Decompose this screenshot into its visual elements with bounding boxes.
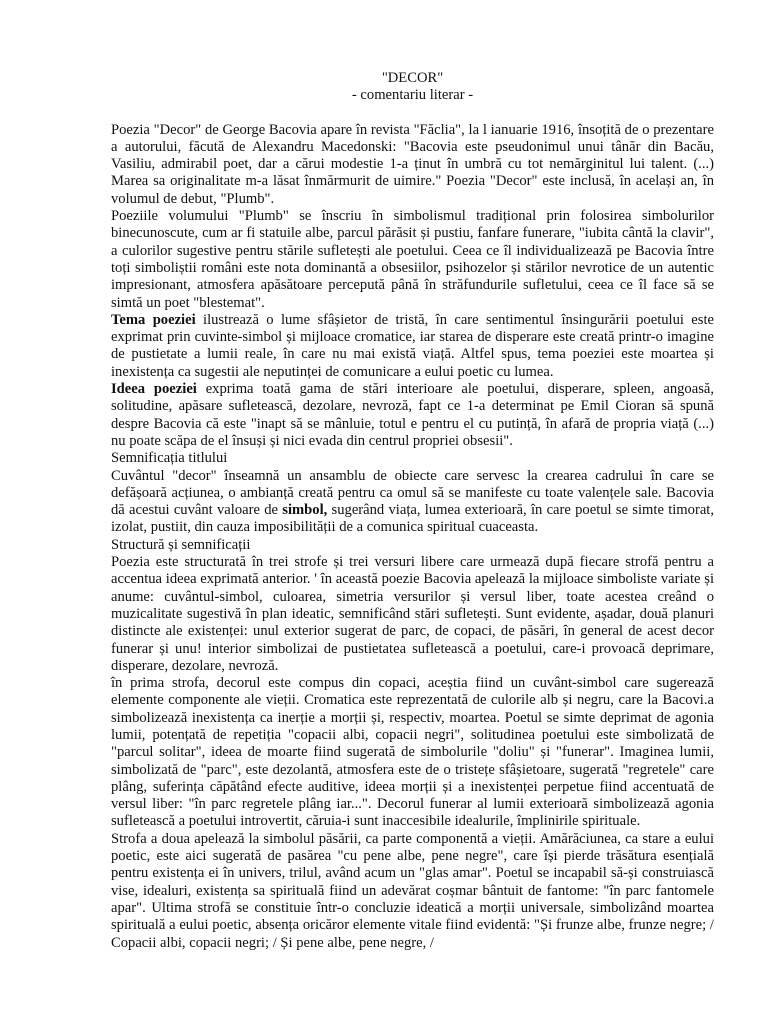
paragraph-first-stanza: în prima strofa, decorul este compus din copaci, aceștia fiind un cuvânt-simbol care sugerează elemente componente ale vieții. Cromatica este reprezentată de culorile alb și negru, care la Bacovi.a simbolizează inexistența ca inerție a morții și, respectiv, moartea. Poetul se simte deprimat de agonia lumii, potențată de repetiția "copacii albi, copacii negri", solitudinea poetului este simbolizată de "parcul solitar", ideea de moarte fiind sugerată de simbolurile "doliu" și "funerar". Imaginea lumii, simbolizată de "parc", este dezolantă, atmosfera este de o tristețe sfâșietoare, sugerată "regretele" care plâng, suferința căpătând efecte auditive, ideea morții și a inexistenței perpetue fiind accentuată de versul liber: "în parc regretele plâng iar...". Decorul funerar al lumii exterioară simbolizează agonia sufletească a poetului introvertit, căruia-i sunt inaccesibile idealurile, împlinirile spirituale. <box>111 675 714 830</box>
paragraph-title-meaning <box>111 468 714 537</box>
theme-label: Tema poeziei <box>111 311 196 328</box>
paragraph-theme <box>111 312 714 381</box>
paragraph-structure: Poezia este structurată în trei strofe și trei versuri libere care urmează după fiecare strofă pentru a accentua ideea exprimată anterior. ' în această poezie Bacovia apelează la mijloace simboliste variate și anume: cuvântul-simbol, culoarea, simetria versurilor și versul liber, toate acestea creând o muzicalitate sugestivă în plan ideatic, semnificând stări sufletești. Sunt evidente, așadar, două planuri distincte ale existenței: unul exterior sugerat de parc, de copaci, de păsări, în general de acest decor funerar și unu! interior simbolizai de pustietatea sufletească a poetului, care-i provoacă deprimare, disperare, dezolare, nevroză. <box>111 554 714 674</box>
title-meaning-text-a: Cuvântul "decor" înseamnă un ansamblu de obiecte care servesc la crearea cadrului în care se defășoară acțiunea, o ambianță creată pentru ca omul să se manifeste cu toate valențele sale. Bacovia dă acestui cuvânt valoare de <box>111 467 714 519</box>
heading-structure: Structură și semnificații <box>111 536 251 553</box>
heading-title-meaning: Semnificația titlului <box>111 450 228 467</box>
idea-text: exprima toată gama de stări interioare ale poetului, disperare, spleen, angoasă, solitudine, apăsare sufletească, dezolare, nevroză, fapt ce 1-a determinat pe Emil Cioran să spună despre Bacovia că este "inapt să se mânluie, totul e pentru el cu putință, în afară de propria viață (...) nu poate scăpa de el însuși și nici evada din centrul propriei obsesii". <box>111 381 714 449</box>
document-title: "DECOR" <box>381 70 444 86</box>
theme-text: ilustrează o lume sfâșietor de tristă, în care sentimentul însingurării poetului este exprimat prin cuvinte-simbol și mijloace cromatice, iar starea de disperare este creată printr-o imagine de pustietate a lumii reale, în care nu mai există viață. Altfel spus, tema poeziei este moartea și inexistența ca sugestii ale neputinței de comunicare a eului poetic cu lumea. <box>111 311 715 380</box>
document-subtitle: - comentariu literar - <box>351 87 474 104</box>
paragraph-intro: Poezia "Decor" de George Bacovia apare în revista "Făclia", la l ianuarie 1916, însoțită de o prezentare a autorului, făcută de Alexandru Macedonski: "Bacovia este pseudonimul unui tânăr din Bacău, Vasiliu, admirabil poet, dar a cărui modestie 1-a ținut în umbră cu tot nemărginitul lui talent. (...) Marea sa originalitate m-a lăsat înmărmurit de uimire." Poezia "Decor" este inclusă, în același an, în volumul de debut, "Plumb". <box>111 121 714 207</box>
paragraph-second-stanza: Strofa a doua apelează la simbolul păsării, ca parte componentă a vieții. Amărăciunea, ca stare a eului poetic, este aici sugerată de pasărea "cu pene albe, pene negre", care își pierde trăsătura esențială pentru existența ei în univers, trilul, având acum un "glas amar". Poetul se incapabil să-și construiască vise, idealuri, existența sa spirituală fiind un adevărat coșmar bântuit de fantome: "în parc fantomele apar". Ultima strofă se constituie într-o concluzie ideatică a morții universale, simbolizând moartea spirituală a eului poetic, absența oricăror elemente vitale fiind evidentă: "Și frunze albe, frunze negre; / Copacii albi, copacii negri; / Și pene albe, pene negre, / <box>111 830 714 951</box>
paragraph-plumb-volume: Poeziile volumului "Plumb" se înscriu în simbolismul tradițional prin folosirea simbolurilor binecunoscute, cum ar fi statuile albe, parcul părăsit și pustiu, fanfare funerare, "iubita cântă la clavir", a culorilor sugestive pentru stările sufletești ale poetului. Ceea ce îl individualizează pe Bacovia între toți simboliștii români este nota dominantă a obsesiilor, psihozelor și stărilor nevrotice de un autentic impresionant, atmosfera apăsătoare percepută până în străfundurile sufletului, ceea ce îl face să se simtă un poet "blestemat". <box>111 208 714 311</box>
idea-label: Ideea poeziei <box>111 381 197 398</box>
title-meaning-text-b: sugerând viața, lumea exterioară, în care poetul se simte timorat, izolat, pustiit, din cauza imposibilității de a comunica spiritual cuaceasta. <box>111 502 714 536</box>
document-page <box>111 70 714 952</box>
paragraph-idea <box>111 381 714 450</box>
symbol-label: simbol, <box>282 502 328 519</box>
